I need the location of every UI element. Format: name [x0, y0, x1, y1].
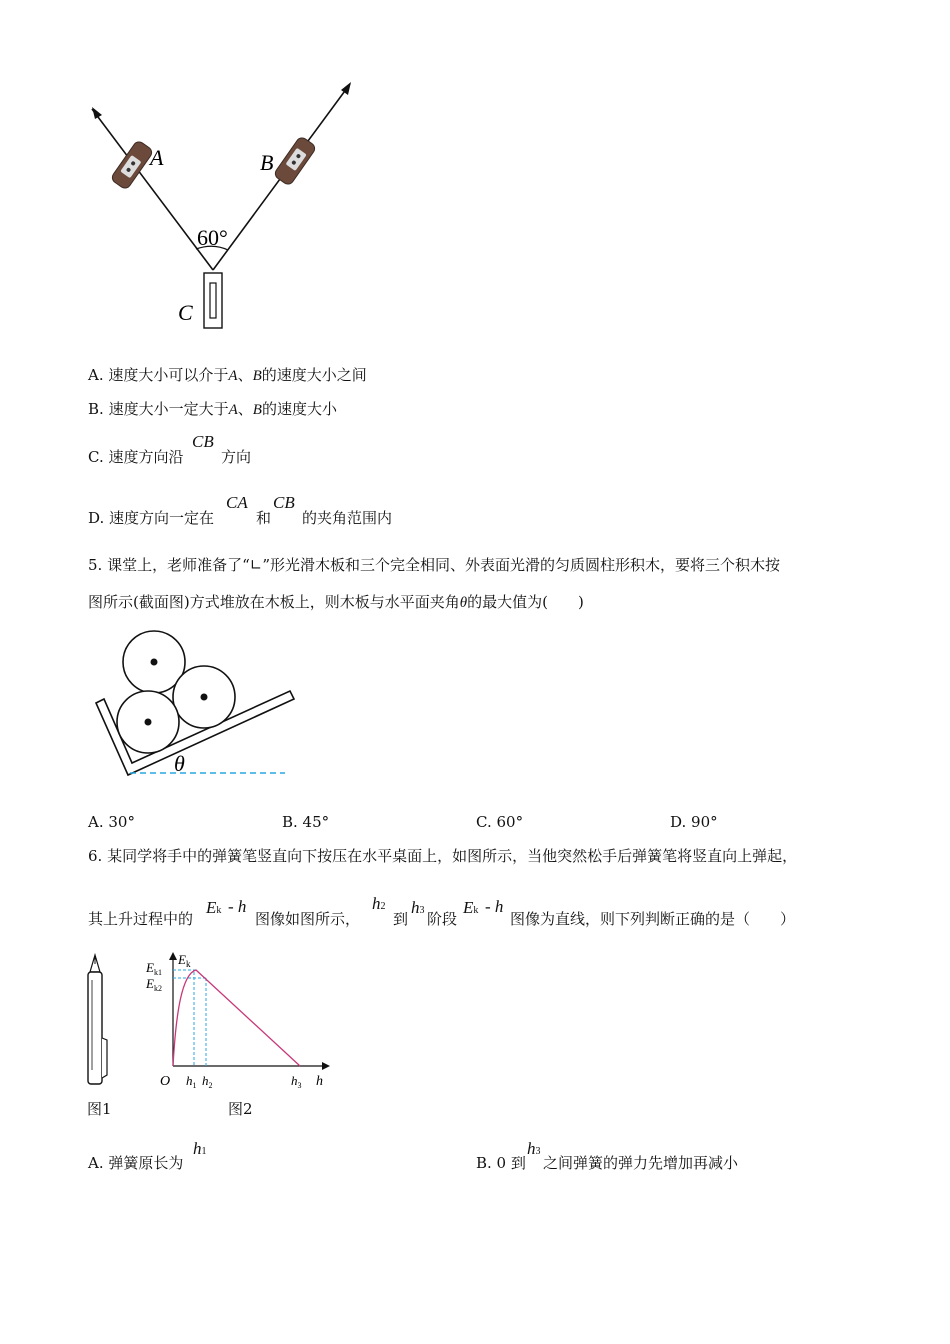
- origin-label: O: [160, 1074, 171, 1089]
- ek-curve: [173, 970, 300, 1066]
- q6-option-b[interactable]: B. 0 到: [476, 1154, 526, 1172]
- label-b: B: [260, 150, 274, 175]
- q5-option-c[interactable]: C. 60°: [476, 813, 524, 831]
- q6-dash-h-1: - h: [228, 897, 247, 916]
- q6-option-a[interactable]: A. 弹簧原长为: [88, 1154, 184, 1172]
- q6-h3: h3: [411, 898, 425, 917]
- q6-line1: 6. 某同学将手中的弹簧笔竖直向下按压在水平桌面上，如图所示，当他突然松手后弹簧笔将竖直向上弹起，: [88, 847, 798, 865]
- q4-option-d[interactable]: D. 速度方向一定在: [88, 509, 215, 527]
- q4d-post: 的夹角范围内: [302, 509, 393, 527]
- h3-label: $h_3$: [291, 1073, 302, 1090]
- h2-label: $h_2$: [202, 1073, 213, 1090]
- fig1-caption: 图1: [87, 1100, 112, 1118]
- q6-dash-h-2: - h: [485, 897, 504, 916]
- velocity-figure: [80, 75, 370, 340]
- sensor-b-icon: [273, 136, 317, 187]
- q6-l2-d: 阶段: [427, 910, 458, 928]
- q6-opt-b-post: 之间弹簧的弹力先增加再减小: [543, 1154, 739, 1172]
- q6-h2: h2: [372, 894, 386, 913]
- q4d-mid: 和: [256, 509, 272, 527]
- q4-option-c[interactable]: C. 速度方向沿: [88, 448, 184, 466]
- q4-option-b[interactable]: B. 速度大小一定大于A、B的速度大小: [88, 400, 337, 418]
- fig2-caption: 图2: [228, 1100, 253, 1118]
- q6-opt-b-h3: h3: [527, 1139, 541, 1158]
- q6-l2-a: 其上升过程中的: [88, 910, 194, 928]
- q5-option-a[interactable]: A. 30°: [88, 813, 135, 831]
- q6-ek-2: Ek: [463, 898, 479, 917]
- x-axis-label: h: [316, 1074, 323, 1089]
- angle-label: 60°: [197, 225, 228, 250]
- q4d-cb: CB: [273, 493, 295, 512]
- q6-ek-1: Ek: [206, 898, 222, 917]
- theta-label: θ: [174, 751, 185, 776]
- q4c-post: 方向: [221, 448, 252, 466]
- q6-l2-c: 到: [393, 910, 409, 928]
- q4c-cb: CB: [192, 432, 214, 451]
- label-c: C: [178, 300, 193, 325]
- q4d-ca: CA: [226, 493, 248, 512]
- q5-option-d[interactable]: D. 90°: [670, 813, 718, 831]
- q6-l2-b: 图像如图所示，: [255, 910, 361, 928]
- q5-line2: 图所示(截面图)方式堆放在木板上，则木板与水平面夹角θ的最大值为( ): [88, 593, 584, 611]
- q4-option-a[interactable]: A. 速度大小可以介于A、B的速度大小之间: [88, 366, 367, 384]
- spring-pen-figure: [80, 950, 110, 1090]
- ek-h-graph: [140, 942, 340, 1092]
- y-axis-label: $E_k$: [178, 952, 191, 969]
- label-a: A: [150, 145, 164, 170]
- q5-line1: 5. 课堂上，老师准备了“∟”形光滑木板和三个完全相同、外表面光滑的匀质圆柱形积木，要将三个积木按: [88, 556, 780, 574]
- ek2-label: $E_{k2}$: [146, 976, 162, 993]
- q6-l2-e: 图像为直线，则下列判断正确的是（ ）: [510, 910, 796, 928]
- h1-label: $h_1$: [186, 1073, 197, 1090]
- ek1-label: $E_{k1}$: [146, 960, 162, 977]
- cylinders-figure: [90, 625, 300, 780]
- q5-option-b[interactable]: B. 45°: [282, 813, 330, 831]
- q6-opt-a-h1: h1: [193, 1139, 207, 1158]
